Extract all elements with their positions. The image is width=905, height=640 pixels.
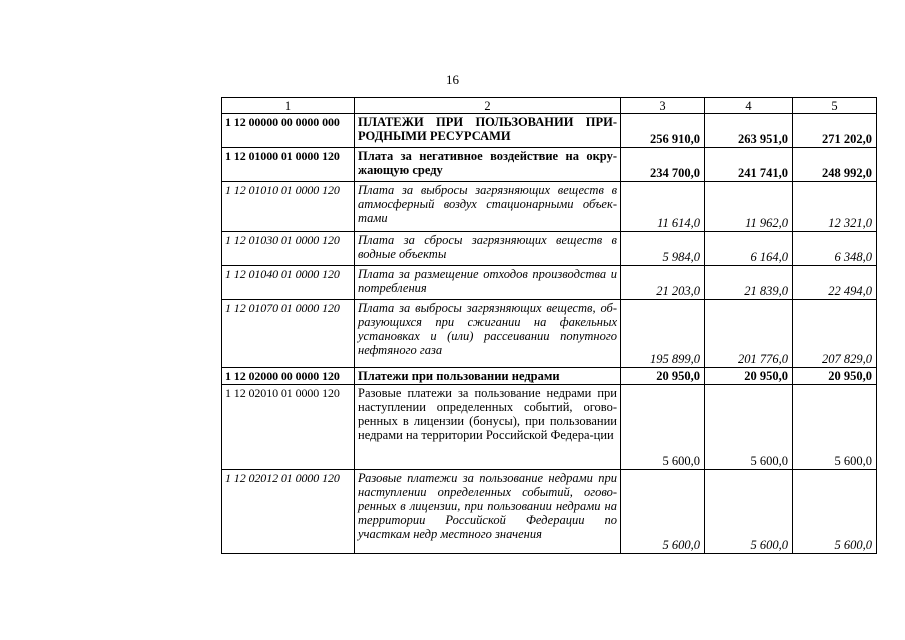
budget-code-cell: 1 12 02010 01 0000 120 bbox=[222, 385, 355, 470]
table-row bbox=[222, 470, 877, 554]
amount-cell: 5 600,0 bbox=[793, 385, 877, 470]
table-row bbox=[222, 148, 877, 182]
amount-cell: 20 950,0 bbox=[621, 368, 705, 385]
description-cell: Разовые платежи за пользование недрами при наступлении определенных событий, огово-ренных в лицензии (бонусы), при пользовании недрами на территории Российской Федера-ции bbox=[355, 385, 621, 470]
amount-cell: 195 899,0 bbox=[621, 300, 705, 368]
amount-cell: 12 321,0 bbox=[793, 182, 877, 232]
amount-cell: 241 741,0 bbox=[705, 148, 793, 182]
amount-cell: 5 600,0 bbox=[793, 470, 877, 554]
amount-cell: 6 164,0 bbox=[705, 232, 793, 266]
budget-code-cell: 1 12 01000 01 0000 120 bbox=[222, 148, 355, 182]
amount-cell: 201 776,0 bbox=[705, 300, 793, 368]
budget-code-cell: 1 12 01070 01 0000 120 bbox=[222, 300, 355, 368]
budget-code-cell: 1 12 02000 00 0000 120 bbox=[222, 368, 355, 385]
description-cell: Разовые платежи за пользование недрами при наступлении определенных событий, огово-ренных в лицензии, при пользовании недрами на территории Российской Федерации по участкам недр местного значения bbox=[355, 470, 621, 554]
column-header: 3 bbox=[621, 98, 705, 114]
table-row bbox=[222, 266, 877, 300]
budget-code-cell: 1 12 00000 00 0000 000 bbox=[222, 114, 355, 148]
amount-cell: 207 829,0 bbox=[793, 300, 877, 368]
page-number: 16 bbox=[446, 72, 459, 87]
amount-cell: 6 348,0 bbox=[793, 232, 877, 266]
amount-cell: 5 600,0 bbox=[705, 470, 793, 554]
table-row bbox=[222, 385, 877, 470]
column-header: 4 bbox=[705, 98, 793, 114]
amount-cell: 5 600,0 bbox=[621, 385, 705, 470]
column-header: 2 bbox=[355, 98, 621, 114]
description-cell: Плата за негативное воздействие на окру-жающую среду bbox=[355, 148, 621, 182]
amount-cell: 271 202,0 bbox=[793, 114, 877, 148]
budget-code-cell: 1 12 01010 01 0000 120 bbox=[222, 182, 355, 232]
amount-cell: 263 951,0 bbox=[705, 114, 793, 148]
amount-cell: 20 950,0 bbox=[793, 368, 877, 385]
table-row bbox=[222, 300, 877, 368]
table-row bbox=[222, 182, 877, 232]
description-cell: Платежи при пользовании недрами bbox=[355, 368, 621, 385]
budget-code-cell: 1 12 01040 01 0000 120 bbox=[222, 266, 355, 300]
description-cell: Плата за размещение отходов производства и потребления bbox=[355, 266, 621, 300]
amount-cell: 11 962,0 bbox=[705, 182, 793, 232]
amount-cell: 5 600,0 bbox=[705, 385, 793, 470]
amount-cell: 21 839,0 bbox=[705, 266, 793, 300]
budget-table bbox=[221, 97, 877, 554]
amount-cell: 21 203,0 bbox=[621, 266, 705, 300]
description-cell: Плата за сбросы загрязняющих веществ в водные объекты bbox=[355, 232, 621, 266]
amount-cell: 256 910,0 bbox=[621, 114, 705, 148]
amount-cell: 248 992,0 bbox=[793, 148, 877, 182]
amount-cell: 234 700,0 bbox=[621, 148, 705, 182]
table-row bbox=[222, 368, 877, 385]
amount-cell: 11 614,0 bbox=[621, 182, 705, 232]
table-row bbox=[222, 232, 877, 266]
amount-cell: 20 950,0 bbox=[705, 368, 793, 385]
table-row bbox=[222, 114, 877, 148]
amount-cell: 5 600,0 bbox=[621, 470, 705, 554]
amount-cell: 5 984,0 bbox=[621, 232, 705, 266]
table-header-row bbox=[222, 98, 877, 114]
budget-code-cell: 1 12 01030 01 0000 120 bbox=[222, 232, 355, 266]
column-header: 5 bbox=[793, 98, 877, 114]
description-cell: Плата за выбросы загрязняющих веществ, об-разующихся при сжигании на факельных установках и (или) рассеивании попутного нефтяного газа bbox=[355, 300, 621, 368]
amount-cell: 22 494,0 bbox=[793, 266, 877, 300]
description-cell: Плата за выбросы загрязняющих веществ в атмосферный воздух стационарными объек-тами bbox=[355, 182, 621, 232]
description-cell: ПЛАТЕЖИ ПРИ ПОЛЬЗОВАНИИ ПРИ-РОДНЫМИ РЕСУРСАМИ bbox=[355, 114, 621, 148]
budget-code-cell: 1 12 02012 01 0000 120 bbox=[222, 470, 355, 554]
column-header: 1 bbox=[222, 98, 355, 114]
